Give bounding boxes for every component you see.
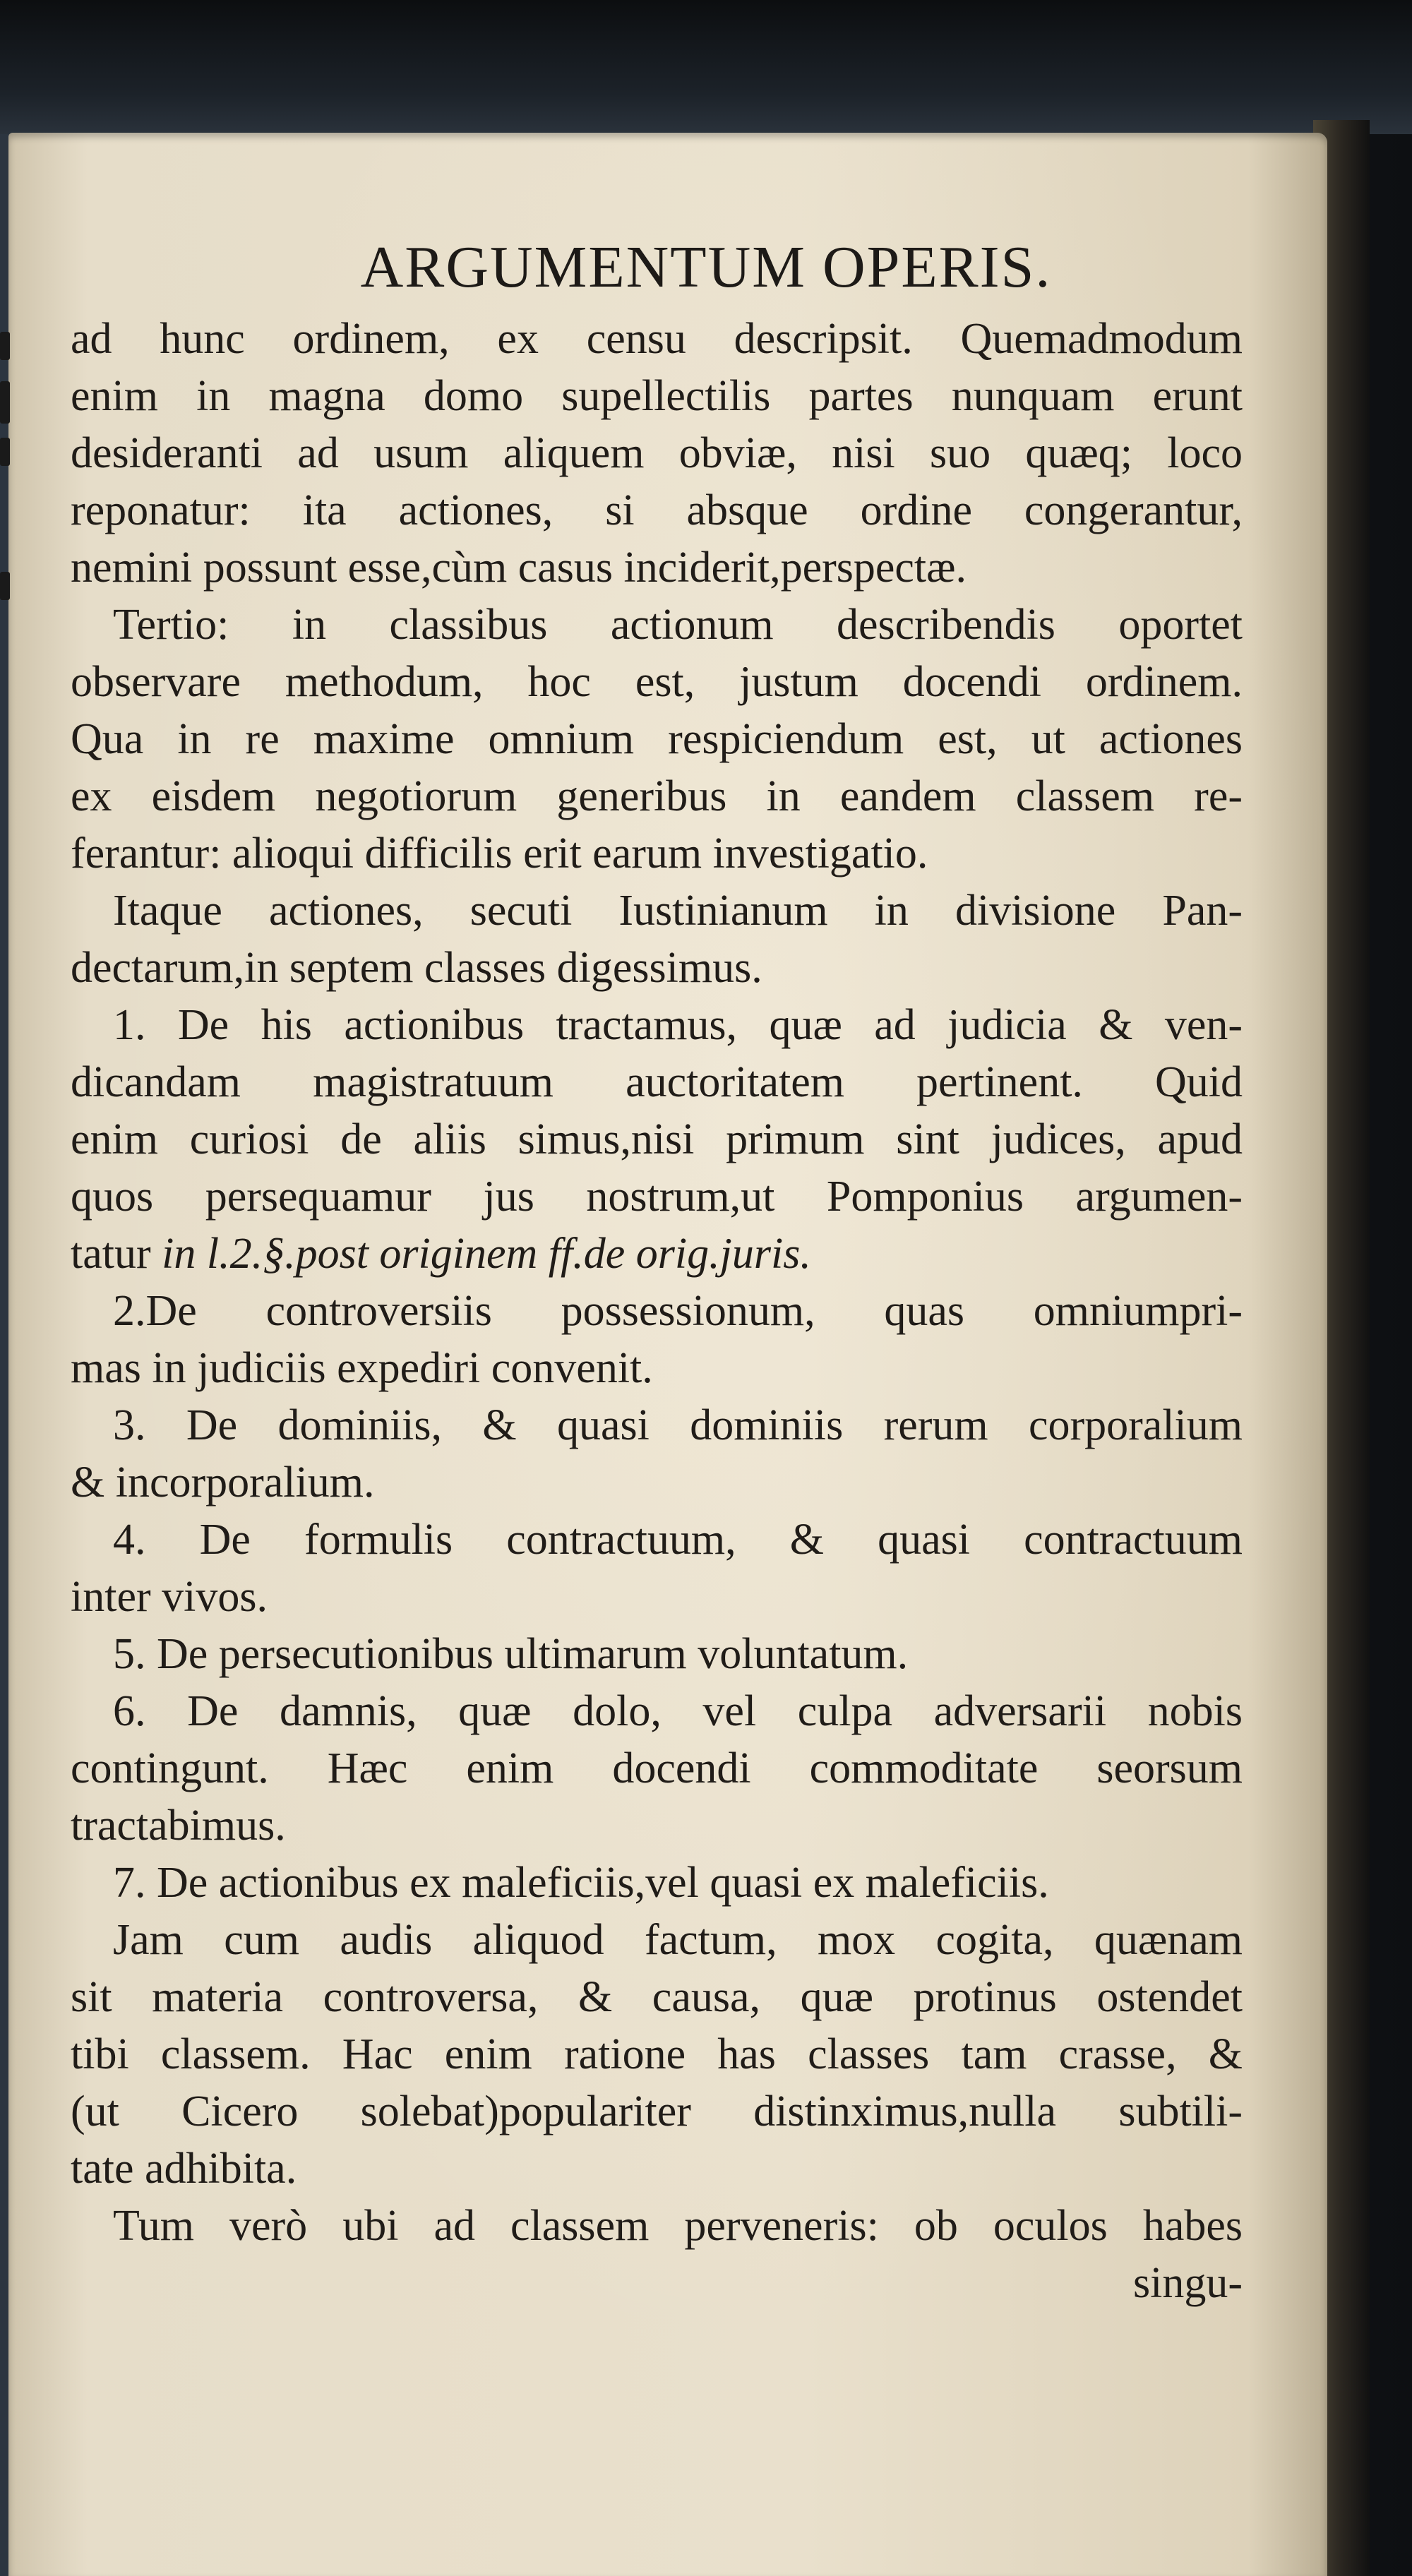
text-line: ad hunc ordinem, ex censu descripsit. Quemadmodum bbox=[71, 315, 1243, 363]
text-line: dicandam magistratuum auctoritatem pertinent. Quid bbox=[71, 1058, 1243, 1106]
citation: in l.2.§.post originem ff.de orig.juris. bbox=[162, 1230, 811, 1278]
text-line: enim curiosi de aliis simus,nisi primum sint judices, apud bbox=[71, 1115, 1243, 1163]
text-line: dectarum,in septem classes digessimus. bbox=[71, 944, 762, 992]
text-line: observare methodum, hoc est, justum docendi ordinem. bbox=[71, 658, 1243, 706]
text-line: Jam cum audis aliquod factum, mox cogita, quænam bbox=[113, 1916, 1243, 1964]
text-line: Itaque actiones, secuti Iustinianum in divisione Pan- bbox=[113, 887, 1243, 935]
text-line: contingunt. Hæc enim docendi commoditate seorsum bbox=[71, 1744, 1243, 1792]
text-line: Tertio: in classibus actionum describendis oportet bbox=[113, 601, 1243, 649]
text-line: 4. De formulis contractuum, & quasi contractuum bbox=[113, 1516, 1243, 1564]
text-line: nemini possunt esse,cùm casus inciderit,perspectæ. bbox=[71, 544, 967, 592]
top-shadow bbox=[0, 0, 1412, 134]
text-line: sit materia controversa, & causa, quæ protinus ostendet bbox=[71, 1973, 1243, 2021]
margin-mark bbox=[0, 332, 10, 360]
text-line: 3. De dominiis, & quasi dominiis rerum corporalium bbox=[113, 1401, 1243, 1449]
text-line: 7. De actionibus ex maleficiis,vel quasi ex maleficiis. bbox=[113, 1859, 1049, 1907]
text-line: & incorporalium. bbox=[71, 1458, 375, 1506]
text-line: 2.De controversiis possessionum, quas omniumpri- bbox=[113, 1287, 1243, 1335]
text-line: 6. De damnis, quæ dolo, vel culpa adversarii nobis bbox=[113, 1687, 1243, 1735]
body-text bbox=[71, 311, 1243, 2312]
text-line bbox=[71, 1226, 1243, 1283]
text-fragment: tatur bbox=[71, 1230, 151, 1278]
catchword: singu- bbox=[1133, 2259, 1243, 2307]
text-line: tractabimus. bbox=[71, 1802, 286, 1850]
text-line: enim in magna domo supellectilis partes nunquam erunt bbox=[71, 372, 1243, 420]
text-line: ex eisdem negotiorum generibus in eandem classem re- bbox=[71, 772, 1243, 820]
text-line: reponatur: ita actiones, si absque ordine congerantur, bbox=[71, 486, 1243, 534]
margin-mark bbox=[0, 438, 10, 466]
text-line: 1. De his actionibus tractamus, quæ ad judicia & ven- bbox=[113, 1001, 1243, 1049]
text-line: quos persequamur jus nostrum,ut Pomponius argumen- bbox=[71, 1173, 1243, 1221]
margin-mark bbox=[0, 572, 10, 600]
running-head: ARGUMENTUM OPERIS. bbox=[360, 234, 1052, 300]
text-line: Qua in re maxime omnium respiciendum est, ut actiones bbox=[71, 715, 1243, 763]
text-line: (ut Cicero solebat)populariter distinximus,nulla subtili- bbox=[71, 2087, 1243, 2135]
text-line: mas in judiciis expediri convenit. bbox=[71, 1344, 653, 1392]
text-line: 5. De persecutionibus ultimarum voluntatum. bbox=[113, 1630, 909, 1678]
text-line: tibi classem. Hac enim ratione has classes tam crasse, & bbox=[71, 2030, 1243, 2078]
text-line: ferantur: alioqui difficilis erit earum investigatio. bbox=[71, 829, 928, 877]
text-line: inter vivos. bbox=[71, 1573, 268, 1621]
margin-mark bbox=[0, 381, 10, 424]
text-line: tate adhibita. bbox=[71, 2145, 297, 2193]
text-line: desideranti ad usum aliquem obviæ, nisi suo quæq; loco bbox=[71, 429, 1243, 477]
text-line: Tum verò ubi ad classem perveneris: ob oculos habes bbox=[113, 2202, 1243, 2250]
